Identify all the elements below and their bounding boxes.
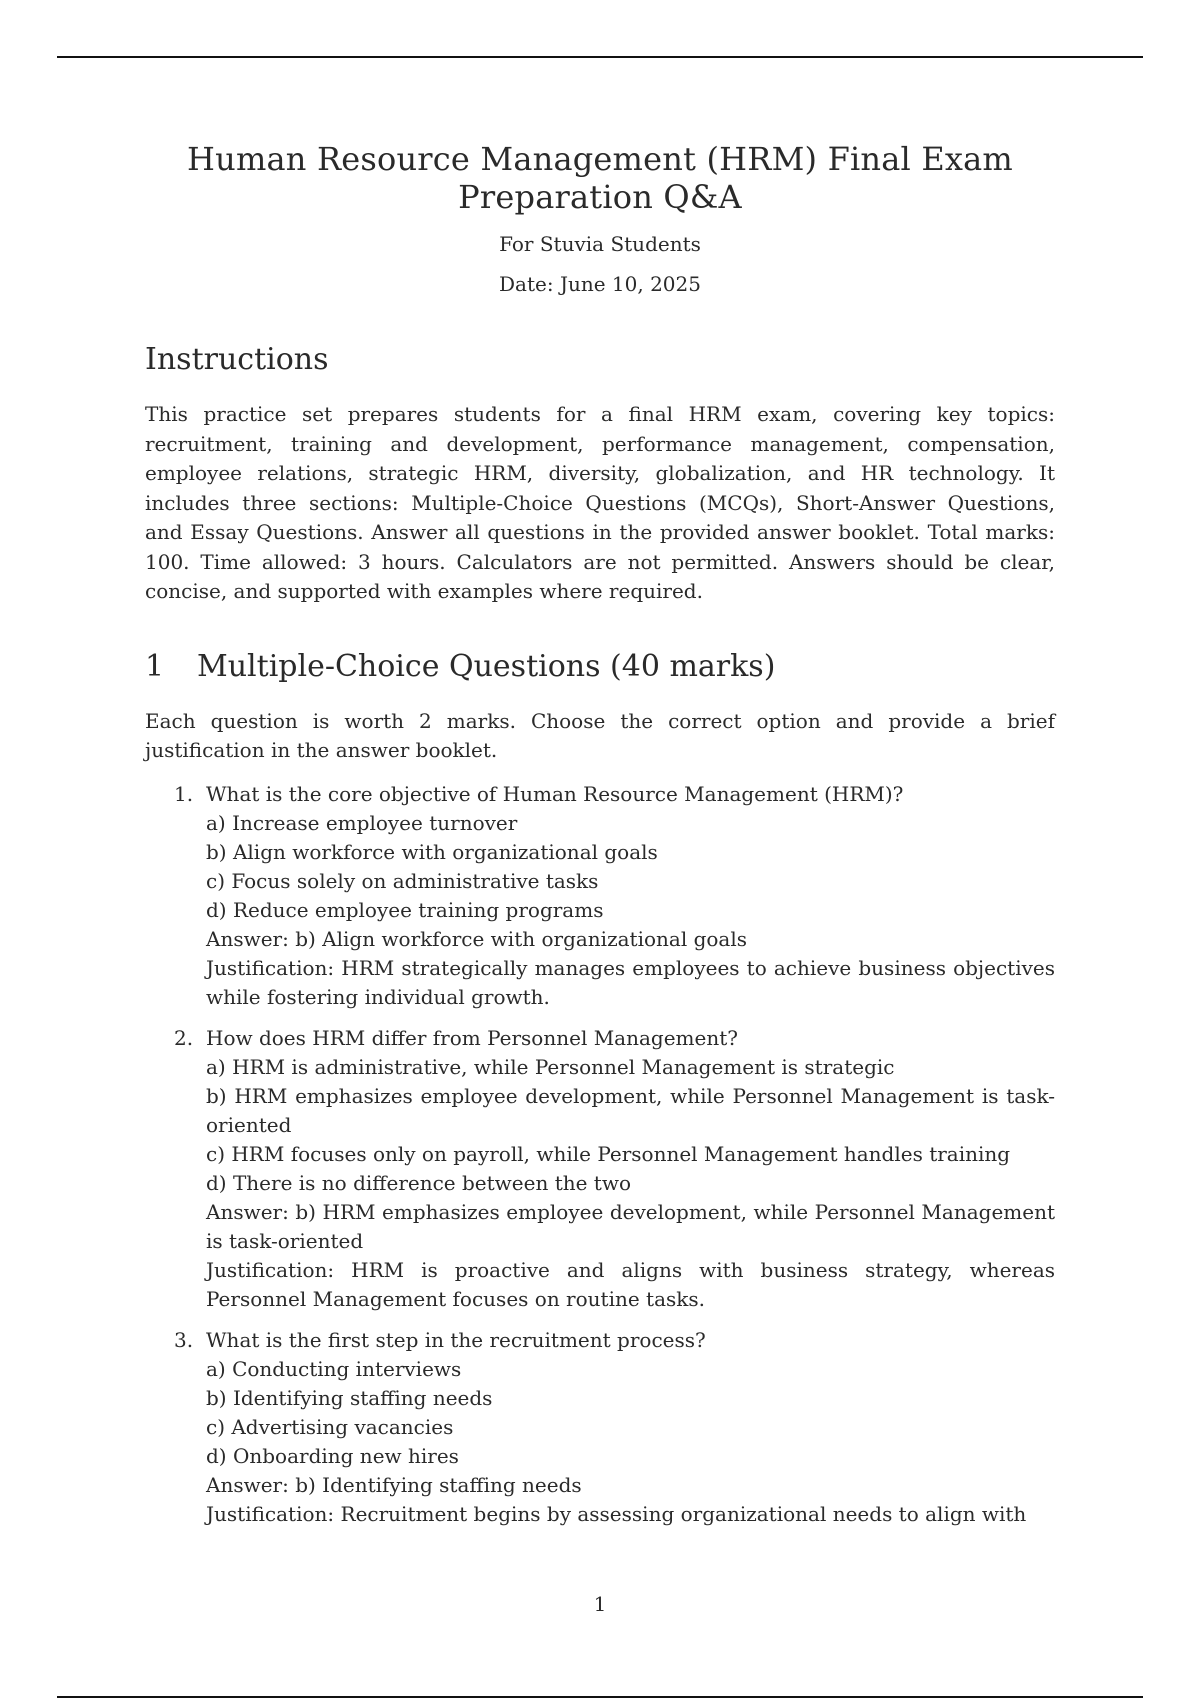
document-subtitle: For Stuvia Students: [499, 232, 701, 256]
option: d) Onboarding new hires: [206, 1443, 459, 1468]
option: d) Reduce employee training programs: [206, 897, 604, 922]
option: a) Conducting interviews: [206, 1356, 462, 1381]
section-intro: Each question is worth 2 marks. Choose the correct option and provide a brief justification in the answer booklet.: [145, 708, 1055, 762]
option: c) HRM focuses only on payroll, while Personnel Management handles training: [206, 1141, 1011, 1166]
question-text: How does HRM differ from Personnel Management?: [206, 1025, 738, 1050]
question-item: [145, 1024, 1055, 1314]
option: a) HRM is administrative, while Personnel Management is strategic: [206, 1054, 895, 1079]
question-number: 2.: [174, 1025, 194, 1050]
bottom-rule: [57, 1696, 1143, 1698]
question-item: [145, 780, 1055, 1012]
option: c) Advertising vacancies: [206, 1414, 454, 1439]
section-number: 1: [145, 648, 165, 684]
section-title: Multiple-Choice Questions (40 marks): [197, 648, 776, 684]
option: a) Increase employee turnover: [206, 810, 518, 835]
answer: Answer: b) HRM emphasizes employee development, while Personnel Management is task-oriented: [206, 1199, 1055, 1253]
option: c) Focus solely on administrative tasks: [206, 868, 599, 893]
document-title: Human Resource Management (HRM) Final Exam Preparation Q&A: [187, 140, 1013, 216]
section-heading: [145, 649, 1055, 685]
question-text: What is the core objective of Human Resource Management (HRM)?: [206, 781, 904, 806]
justification: Justification: HRM strategically manages employees to achieve business objectives while fostering individual growth.: [206, 955, 1055, 1009]
instructions-text: This practice set prepares students for a final HRM exam, covering key topics: recruitment, training and development, performance management, compensation, employee relations, strategic HRM, diversity, globalization, and HR technology. It includes three sections: Multiple-Choice Questions (MCQs), Short-Answer Questions, and Essay Questions. Answer all questions in the provided answer booklet. Total marks: 100. Time allowed: 3 hours. Calculators are not permitted. Answers should be clear, concise, and supported with examples where required.: [145, 402, 1055, 603]
document-page: [145, 140, 1055, 1541]
question-item: [145, 1326, 1055, 1529]
instructions-heading: Instructions: [145, 342, 329, 377]
document-date: Date: June 10, 2025: [499, 272, 701, 296]
question-number: 3.: [174, 1327, 194, 1352]
option: d) There is no difference between the two: [206, 1170, 631, 1195]
justification: Justification: Recruitment begins by assessing organizational needs to align with: [206, 1501, 1027, 1526]
answer: Answer: b) Identifying staffing needs: [206, 1472, 582, 1497]
question-number: 1.: [174, 781, 194, 806]
option: b) Identifying staffing needs: [206, 1385, 493, 1410]
top-rule: [57, 56, 1143, 58]
justification: Justification: HRM is proactive and aligns with business strategy, whereas Personnel Management focuses on routine tasks.: [206, 1257, 1055, 1311]
option: b) Align workforce with organizational goals: [206, 839, 658, 864]
question-text: What is the first step in the recruitment process?: [206, 1327, 706, 1352]
answer: Answer: b) Align workforce with organizational goals: [206, 926, 747, 951]
page-number: 1: [593, 1592, 607, 1616]
question-list: [145, 780, 1055, 1529]
option: b) HRM emphasizes employee development, while Personnel Management is task-oriented: [206, 1083, 1055, 1137]
